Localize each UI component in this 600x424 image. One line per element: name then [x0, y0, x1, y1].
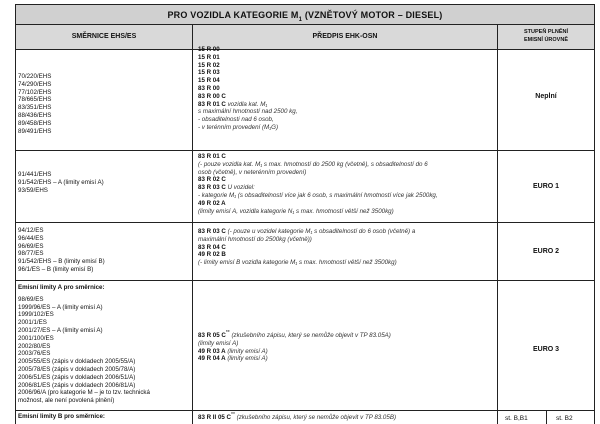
- directive: 2006/51/ES (zápis v dokladech 2006/51/A): [18, 373, 136, 381]
- title-suffix: (VZNĚTOVÝ MOTOR – DIESEL): [302, 10, 443, 20]
- directive: 2005/55/ES (zápis v dokladech 2005/55/A): [18, 358, 136, 366]
- directive: 70/220/EHS: [18, 73, 52, 80]
- regulation-line: 15 R 00: [198, 46, 220, 53]
- row-3-level: EURO 2: [532, 248, 560, 255]
- row-1-level: Neplní: [535, 93, 557, 100]
- directive: 91/441/EHS: [18, 171, 52, 178]
- row-3-regulation: [198, 228, 493, 267]
- row-divider-1: [16, 150, 594, 151]
- emission-table: [15, 4, 595, 424]
- directive: 96/44/ES: [18, 234, 44, 242]
- row-1-directives: [18, 73, 190, 135]
- directive: 96/69/ES: [18, 242, 44, 250]
- row-4-regulation: [198, 330, 493, 363]
- directive: 2001/27/ES – A (limity emisí A): [18, 326, 103, 334]
- regulation-line: s maximální hmotností nad 2500 kg,: [198, 108, 298, 116]
- regulation-line: 83 R 03 C U vozidel:: [198, 184, 255, 192]
- row-4-level: EURO 3: [532, 346, 560, 353]
- row-5-level-a: st. B,B1: [505, 415, 528, 422]
- directive: 77/102/EHS: [18, 88, 52, 96]
- regulation-line: (- limity emisí B vozidla kategorie M₁ s max. hmotností větší než 3500kg): [198, 259, 397, 267]
- directive: 74/290/EHS: [18, 80, 52, 88]
- row-5-directives: [18, 413, 190, 421]
- table-title: [16, 5, 594, 25]
- regulation-line: - kategorie M₁ (s obsaditelností více jak 6 osob, s maximální hmotností více jak 2500kg,: [198, 191, 438, 199]
- regulation-line: 83 R 00: [198, 84, 220, 92]
- title-subscript: 1: [298, 16, 303, 23]
- regulation-line: (limity emisí A): [198, 339, 239, 347]
- directive: 78/665/EHS: [18, 96, 52, 104]
- regulation-line: 49 R 03 A (limity emisí A): [198, 347, 268, 355]
- row-2-level: EURO 1: [532, 183, 560, 190]
- regulation-line: osob (včetně), v neterénním provedení): [198, 168, 307, 176]
- row-2-directives: [18, 171, 190, 194]
- regulation-line: 83 R 01 C: [198, 153, 226, 160]
- regulation-line: (- pouze vozidla kat. M₁ s max. hmotností do 2500 kg (včetně), s obsaditelností do 6: [198, 160, 428, 168]
- regulation-line: 15 R 03: [198, 69, 220, 77]
- header-directives: SMĚRNICE EHS/ES: [16, 25, 193, 50]
- directive: 96/1/ES – B (limity emisí B): [18, 265, 94, 273]
- row-1-regulation: [198, 46, 493, 132]
- directive: 89/458/EHS: [18, 119, 52, 127]
- directives-heading: Emisní limity A pro směrnice:: [18, 284, 105, 291]
- directive: 1999/102/ES: [18, 311, 54, 319]
- directive: 98/69/ES: [18, 295, 44, 303]
- regulation-line: 83 R II 05 C** (zkušebního zápisu, který se nemůže objevit v TP 83.05B): [198, 412, 397, 422]
- regulation-line: 15 R 04: [198, 77, 220, 85]
- directive: 2003/76/ES: [18, 350, 51, 358]
- directive: možnost, ale není povolená plnění): [18, 397, 115, 405]
- directive: 98/77/ES: [18, 250, 44, 258]
- row-5-regulation: [198, 412, 493, 422]
- directive: 93/59/EHS: [18, 186, 48, 194]
- regulation-line: 49 R 02 B: [198, 251, 226, 259]
- directive: 2005/78/ES (zápis v dokladech 2005/78/A): [18, 365, 136, 373]
- col-divider-2: [497, 25, 498, 424]
- regulation-line: 83 R 03 C (- pouze u vozidel kategorie M₁ s obsaditelností do 6 osob (včetně) a: [198, 228, 416, 235]
- row-divider-2: [16, 222, 594, 223]
- directive: 2001/100/ES: [18, 334, 54, 342]
- header-level-line-2: EMISNÍ ÚROVNĚ: [523, 37, 568, 43]
- col-divider-1: [192, 25, 193, 424]
- regulation-line: 83 R 05 C** (zkušebního zápisu, který se nemůže objevit v TP 83.05A): [198, 330, 391, 340]
- directive: 94/12/ES: [18, 227, 44, 234]
- regulation-line: maximální hmotností do 2500kg (včetně)): [198, 235, 312, 243]
- row-divider-3: [16, 280, 594, 281]
- row-2-regulation: [198, 153, 493, 215]
- row-5-level-b: st. B2: [556, 415, 573, 422]
- regulation-line: - v terénním provedení (M₁G): [198, 123, 279, 131]
- row-3-directives: [18, 227, 190, 274]
- header-level-line-1: STUPEŇ PLNĚNÍ: [523, 29, 568, 35]
- directive: 88/436/EHS: [18, 111, 52, 119]
- directive: 2001/1/ES: [18, 319, 47, 327]
- directive: 89/491/EHS: [18, 127, 52, 135]
- regulation-line: 83 R 01 C vozidla kat. M₁: [198, 100, 268, 108]
- regulation-line: - obsaditelnosti nad 6 osob,: [198, 116, 274, 124]
- directive: 2006/81/ES (zápis v dokladech 2006/81/A): [18, 381, 136, 389]
- regulation-line: 83 R 00 C: [198, 92, 226, 100]
- row-divider-4: [16, 410, 594, 411]
- regulation-line: 83 R 02 C: [198, 176, 226, 184]
- directive: 2002/80/ES: [18, 342, 51, 350]
- regulation-line: 83 R 04 C: [198, 243, 226, 251]
- directive: 91/542/EHS – B (limity emisí B): [18, 258, 105, 266]
- regulation-line: 15 R 02: [198, 61, 220, 69]
- directive: 2006/96/A (pro kategorie M – je to tzv. technická: [18, 389, 150, 397]
- regulation-line: 15 R 01: [198, 53, 220, 61]
- header-regulation: PŘEDPIS EHK-OSN: [193, 25, 498, 50]
- directive: 1999/96/ES – A (limity emisí A): [18, 303, 103, 311]
- row-4-directives: [18, 284, 190, 405]
- directive: 91/542/EHS – A (limity emisí A): [18, 178, 104, 186]
- directive: 83/351/EHS: [18, 104, 52, 112]
- regulation-line: 49 R 02 A: [198, 199, 226, 207]
- title-text: PRO VOZIDLA KATEGORIE M: [167, 10, 299, 20]
- header-level: [498, 25, 594, 50]
- regulation-line: 49 R 04 A (limity emisí A): [198, 355, 268, 363]
- regulation-line: (limity emisí A, vozidla kategorie N₁ s max. hmotností větší než 3500kg): [198, 207, 394, 215]
- level-split-divider: [546, 410, 547, 424]
- directives-heading: Emisní limity B pro směrnice:: [18, 413, 105, 420]
